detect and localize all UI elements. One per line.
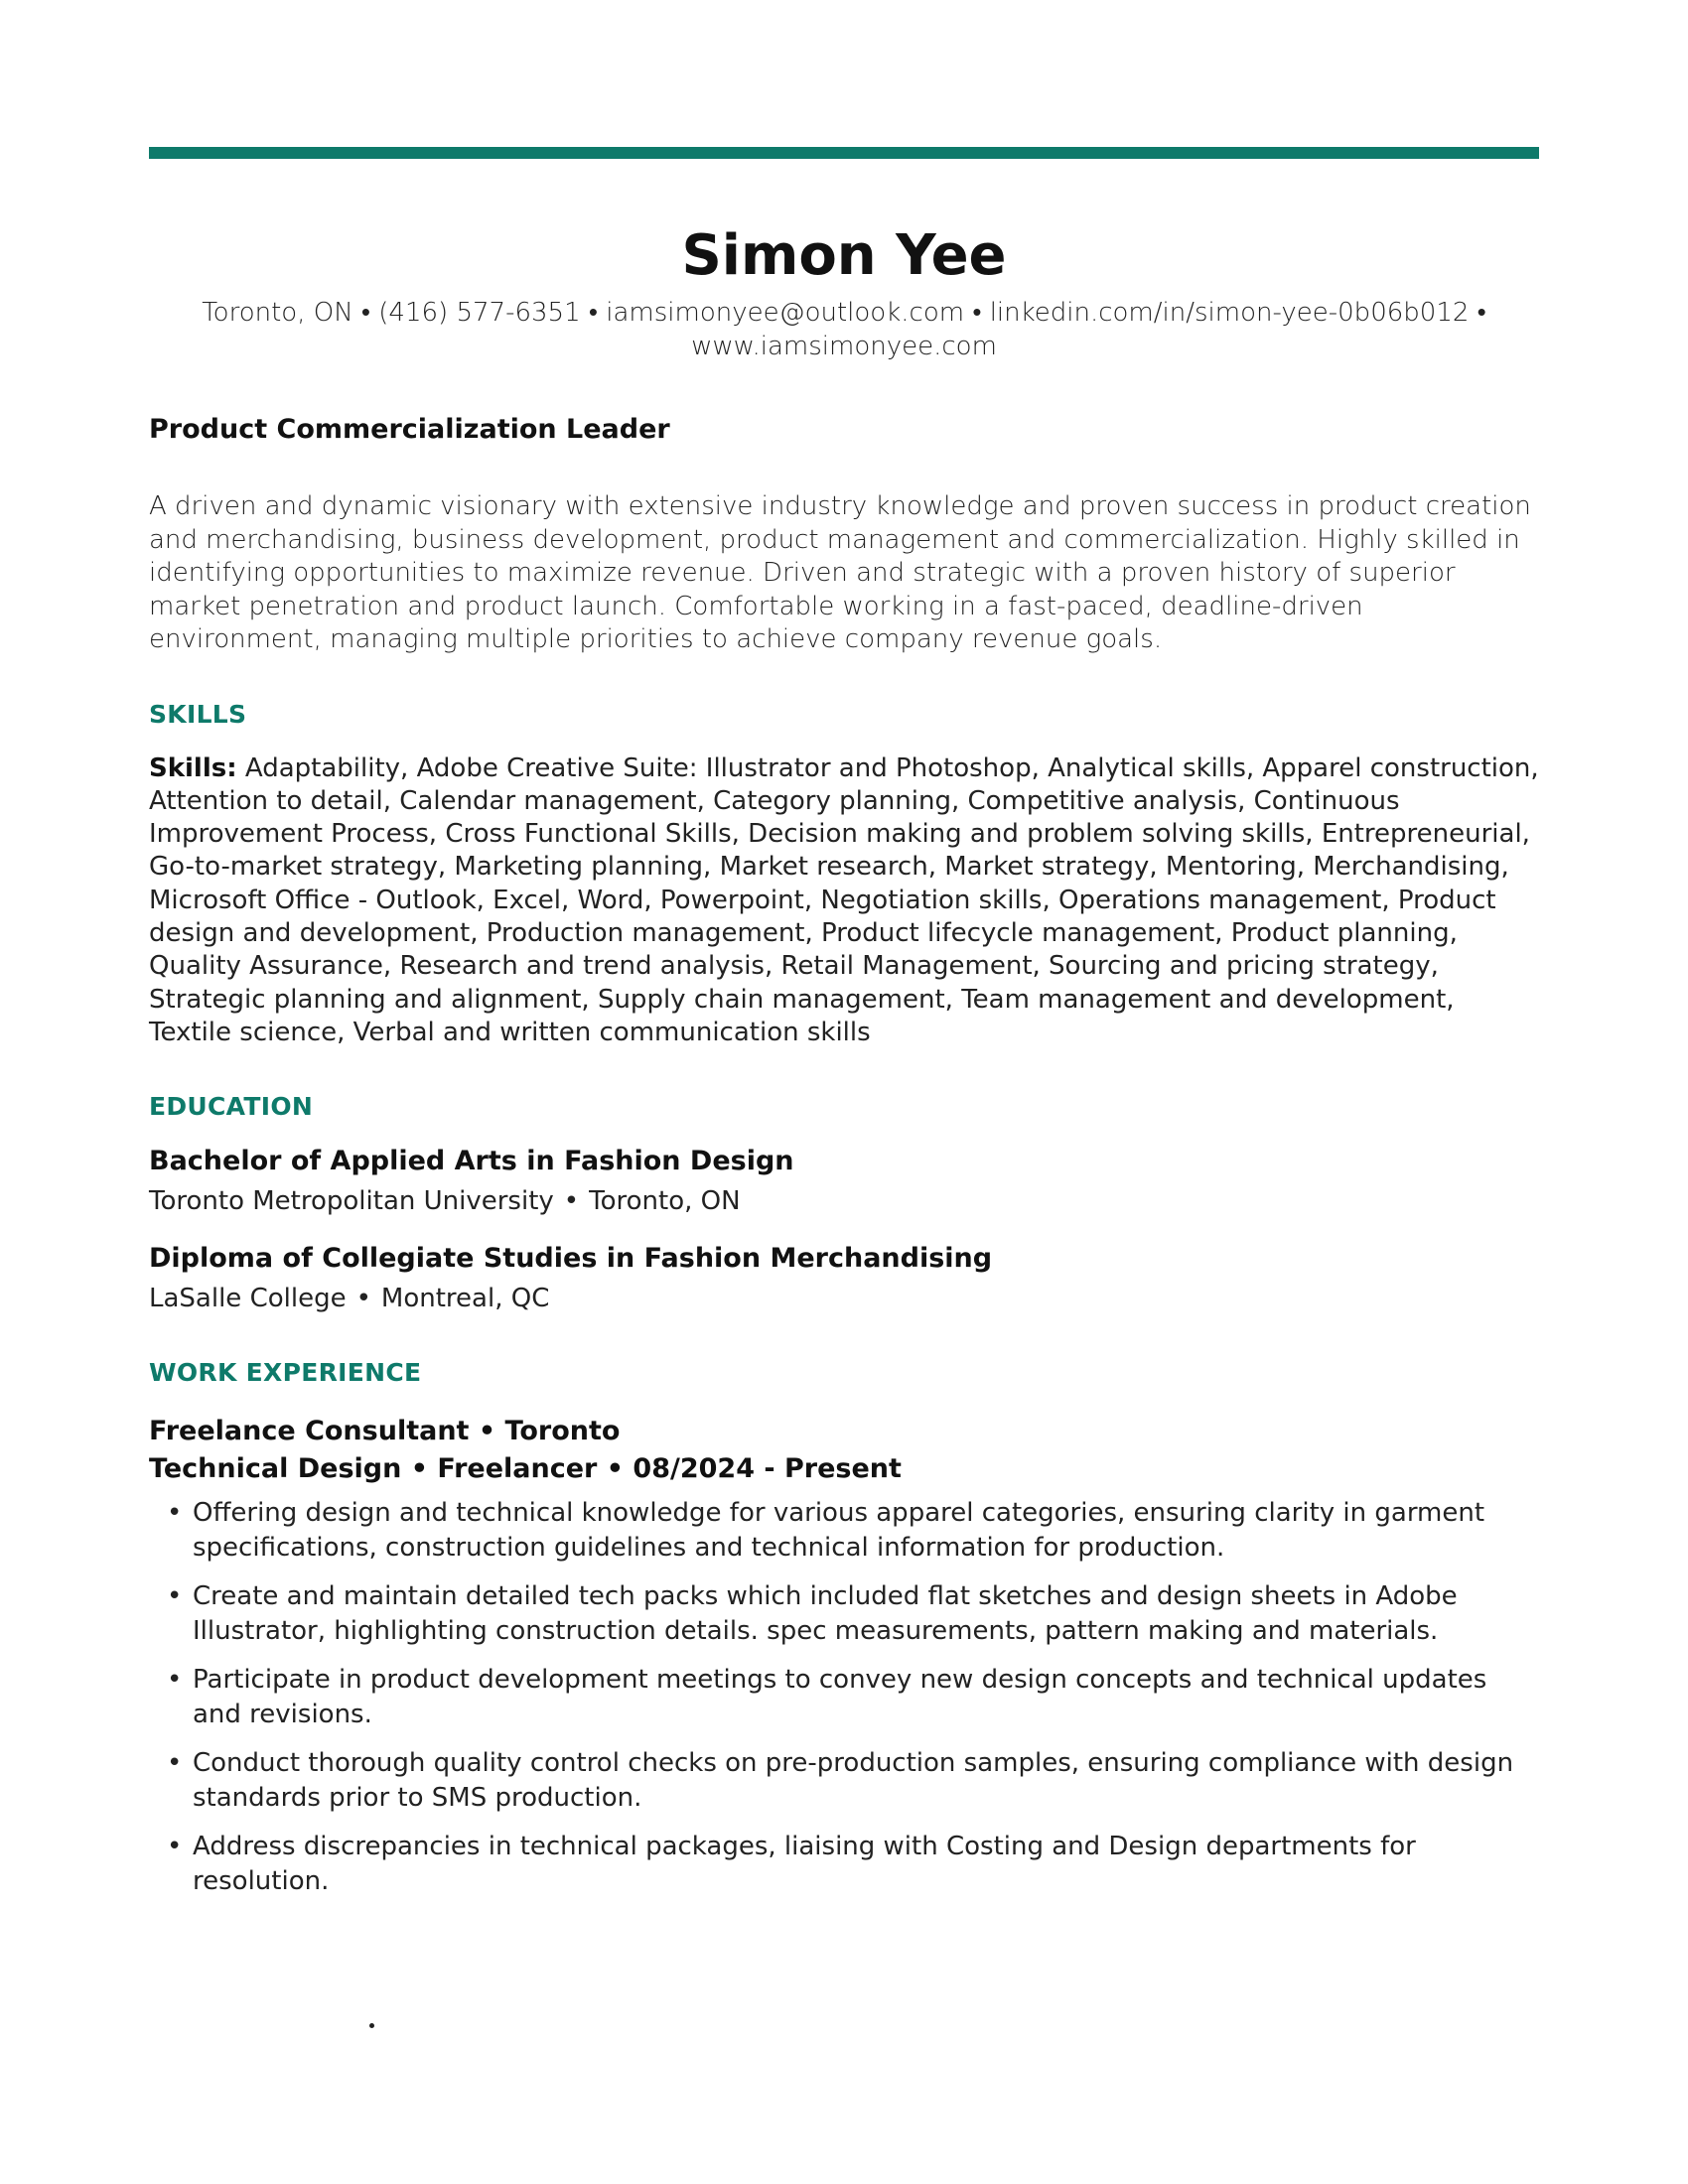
bullet-text: Address discrepancies in technical packages, liaising with Costing and Design departments for resolution. <box>193 1832 1416 1897</box>
job-title-line: Technical Design • Freelancer • 08/2024 - Present <box>149 1453 902 1485</box>
bullet-text: Create and maintain detailed tech packs which included flat sketches and design sheets in Adobe Illustrator, highlighting construction details. spec measurements, pattern making and materials. <box>193 1581 1458 1647</box>
school-line <box>149 1184 1539 1218</box>
separator-dot: • <box>355 1284 371 1314</box>
contact-line-2[interactable]: www.iamsimonyee.com <box>691 332 997 361</box>
contact-info <box>149 296 1539 363</box>
education-heading: EDUCATION <box>149 1092 314 1122</box>
degree-title: Bachelor of Applied Arts in Fashion Design <box>149 1146 794 1177</box>
list-item <box>149 1746 1539 1816</box>
bullet-text: Conduct thorough quality control checks on pre-production samples, ensuring compliance with design standards prior to SMS production. <box>193 1748 1514 1814</box>
education-entry <box>149 1242 1539 1315</box>
skills-heading: SKILLS <box>149 699 247 729</box>
top-accent-rule <box>149 147 1539 159</box>
bullet-icon: • <box>167 1748 183 1779</box>
stray-dot-mark <box>369 2023 374 2028</box>
skills-label: Skills: <box>149 752 237 783</box>
school-line <box>149 1282 1539 1315</box>
list-item <box>149 1663 1539 1732</box>
bullet-icon: • <box>167 1665 183 1696</box>
skills-paragraph <box>149 752 1539 1050</box>
skills-list: Adaptability, Adobe Creative Suite: Illustrator and Photoshop, Analytical skills, Apparel construction, Attention to detail, Calendar management, Category planning, Competitive analysis, Continuous Improvement Process, Cross Functional Skills, Decision making and problem solving skills, Entrepreneurial, Go-to-market strategy, Marketing planning, Market research, Market strategy, Mentoring, Merchandising, Microsoft Office - Outlook, Excel, Word, Powerpoint, Negotiation skills, Operations management, Product design and development, Production management, Product lifecycle management, Product planning, Quality Assurance, Research and trend analysis, Retail Management, Sourcing and pricing strategy, Strategic planning and alignment, Supply chain management, Team management and development, Textile science, Verbal and written communication skills <box>149 752 1539 1047</box>
list-item <box>149 1579 1539 1649</box>
list-item <box>149 1496 1539 1566</box>
bullet-icon: • <box>167 1832 183 1862</box>
resume-page <box>149 147 1539 1913</box>
school-name: LaSalle College <box>149 1284 347 1314</box>
separator-dot: • <box>563 1186 580 1217</box>
bullet-text: Participate in product development meetings to convey new design concepts and technical updates and revisions. <box>193 1665 1487 1730</box>
job-entry <box>149 1413 1539 1899</box>
education-entry <box>149 1145 1539 1218</box>
school-location: Montreal, QC <box>380 1284 550 1314</box>
contact-line-1: Toronto, ON • (416) 577-6351 • iamsimonyee@outlook.com • linkedin.com/in/simon-yee-0b06b012 • <box>202 298 1486 328</box>
bullet-text: Offering design and technical knowledge for various apparel categories, ensuring clarity in garment specifications, construction guidelines and technical information for production. <box>193 1498 1485 1564</box>
candidate-name: Simon Yee <box>681 223 1007 288</box>
job-bullet-list <box>149 1496 1539 1899</box>
professional-headline: Product Commercialization Leader <box>149 414 670 445</box>
professional-summary: A driven and dynamic visionary with extensive industry knowledge and proven success in product creation and merchandising, business development, product management and commercialization. Highly skilled in identifying opportunities to maximize revenue. Driven and strategic with a proven history of superior market penetration and product launch. Comfortable working in a fast-paced, deadline-driven environment, managing multiple priorities to achieve company revenue goals. <box>149 491 1531 654</box>
list-item <box>149 1830 1539 1899</box>
degree-title: Diploma of Collegiate Studies in Fashion Merchandising <box>149 1243 993 1275</box>
work-experience-heading: WORK EXPERIENCE <box>149 1358 422 1388</box>
school-name: Toronto Metropolitan University <box>149 1186 554 1217</box>
bullet-icon: • <box>167 1581 183 1612</box>
bullet-icon: • <box>167 1498 183 1529</box>
school-location: Toronto, ON <box>589 1186 741 1217</box>
job-employer-line: Freelance Consultant • Toronto <box>149 1416 621 1447</box>
